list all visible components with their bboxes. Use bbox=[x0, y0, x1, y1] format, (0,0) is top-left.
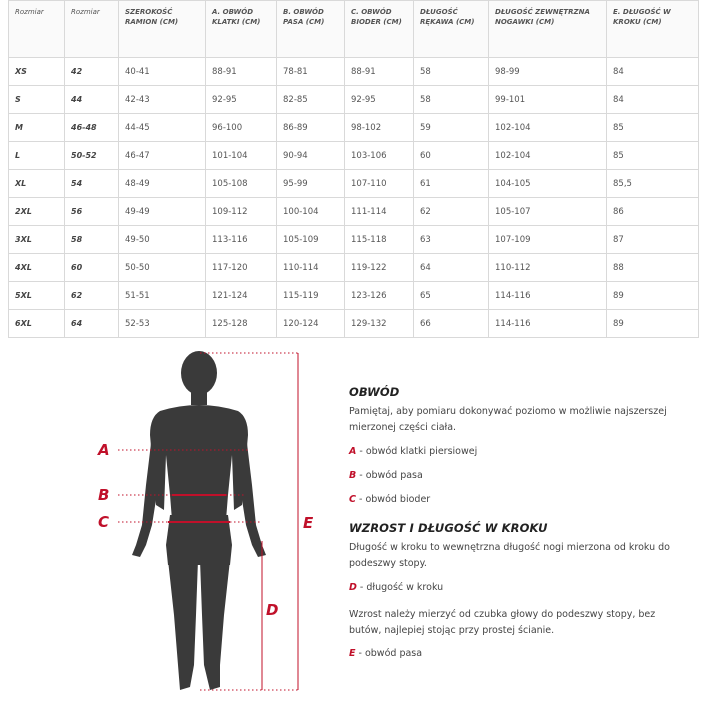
cell-size: 4XL bbox=[9, 254, 65, 282]
cell-hips: 123-126 bbox=[345, 282, 414, 310]
cell-hips: 111-114 bbox=[345, 198, 414, 226]
cell-size: 6XL bbox=[9, 310, 65, 338]
cell-eu-size: 46-48 bbox=[65, 114, 119, 142]
cell-sleeve-length: 60 bbox=[414, 142, 489, 170]
cell-size: 5XL bbox=[9, 282, 65, 310]
cell-inseam: 85 bbox=[607, 142, 699, 170]
label-c: C bbox=[98, 513, 110, 531]
cell-inseam: 89 bbox=[607, 310, 699, 338]
header-inseam: E. DŁUGOŚĆ W KROKU (CM) bbox=[607, 1, 699, 58]
cell-eu-size: 64 bbox=[65, 310, 119, 338]
cell-chest: 117-120 bbox=[206, 254, 277, 282]
cell-eu-size: 58 bbox=[65, 226, 119, 254]
cell-hips: 115-118 bbox=[345, 226, 414, 254]
legend-b-mark: B bbox=[349, 470, 357, 481]
cell-waist: 100-104 bbox=[277, 198, 345, 226]
header-waist: B. OBWÓD PASA (CM) bbox=[277, 1, 345, 58]
cell-waist: 115-119 bbox=[277, 282, 345, 310]
size-chart-table bbox=[8, 0, 699, 338]
cell-chest: 105-108 bbox=[206, 170, 277, 198]
cell-chest: 88-91 bbox=[206, 58, 277, 86]
cell-chest: 109-112 bbox=[206, 198, 277, 226]
label-e: E bbox=[303, 514, 314, 532]
cell-inseam: 88 bbox=[607, 254, 699, 282]
legend-e-mark: E bbox=[349, 648, 356, 659]
legend-a bbox=[349, 445, 689, 459]
cell-eu-size: 54 bbox=[65, 170, 119, 198]
legend-c-text: - obwód bioder bbox=[355, 494, 431, 505]
cell-size: 2XL bbox=[9, 198, 65, 226]
cell-sleeve-length: 62 bbox=[414, 198, 489, 226]
cell-eu-size: 56 bbox=[65, 198, 119, 226]
cell-chest: 96-100 bbox=[206, 114, 277, 142]
cell-waist: 86-89 bbox=[277, 114, 345, 142]
cell-waist: 78-81 bbox=[277, 58, 345, 86]
header-size-label: Rozmiar bbox=[9, 1, 65, 58]
header-eu-size: Rozmiar bbox=[65, 1, 119, 58]
cell-size: M bbox=[9, 114, 65, 142]
cell-eu-size: 42 bbox=[65, 58, 119, 86]
header-sleeve-length: DŁUGOŚĆ RĘKAWA (CM) bbox=[414, 1, 489, 58]
table-row bbox=[9, 310, 699, 338]
table-row bbox=[9, 254, 699, 282]
cell-outer-leg-length: 105-107 bbox=[489, 198, 607, 226]
circumference-description: Pamiętaj, aby pomiaru dokonywać poziomo w możliwie najszerszej mierzonej części ciała. bbox=[349, 406, 667, 433]
header-chest: A. OBWÓD KLATKI (CM) bbox=[206, 1, 277, 58]
cell-chest: 113-116 bbox=[206, 226, 277, 254]
legend-d-text: - długość w kroku bbox=[356, 582, 444, 593]
legend-a-mark: A bbox=[349, 446, 357, 457]
cell-chest: 125-128 bbox=[206, 310, 277, 338]
cell-shoulder-width: 42-43 bbox=[119, 86, 206, 114]
legend-a-text: - obwód klatki piersiowej bbox=[356, 446, 478, 457]
cell-inseam: 85 bbox=[607, 114, 699, 142]
cell-hips: 98-102 bbox=[345, 114, 414, 142]
cell-eu-size: 44 bbox=[65, 86, 119, 114]
cell-sleeve-length: 64 bbox=[414, 254, 489, 282]
cell-hips: 129-132 bbox=[345, 310, 414, 338]
cell-waist: 110-114 bbox=[277, 254, 345, 282]
cell-outer-leg-length: 114-116 bbox=[489, 310, 607, 338]
legend-d-mark: D bbox=[349, 582, 357, 593]
measurement-instructions bbox=[349, 385, 689, 661]
cell-sleeve-length: 58 bbox=[414, 58, 489, 86]
cell-chest: 101-104 bbox=[206, 142, 277, 170]
cell-shoulder-width: 40-41 bbox=[119, 58, 206, 86]
legend-e bbox=[349, 647, 689, 661]
header-outer-leg-length: DŁUGOŚĆ ZEWNĘTRZNA NOGAWKI (CM) bbox=[489, 1, 607, 58]
cell-sleeve-length: 65 bbox=[414, 282, 489, 310]
cell-hips: 88-91 bbox=[345, 58, 414, 86]
legend-d bbox=[349, 581, 689, 595]
cell-outer-leg-length: 104-105 bbox=[489, 170, 607, 198]
body-silhouette-illustration bbox=[0, 345, 340, 700]
legend-c-mark: C bbox=[349, 494, 356, 505]
table-header-row bbox=[9, 1, 699, 58]
cell-outer-leg-length: 98-99 bbox=[489, 58, 607, 86]
label-d: D bbox=[266, 601, 279, 619]
label-b: B bbox=[98, 486, 110, 504]
legend-e-text: - obwód pasa bbox=[355, 648, 423, 659]
cell-shoulder-width: 46-47 bbox=[119, 142, 206, 170]
cell-waist: 95-99 bbox=[277, 170, 345, 198]
cell-size: XL bbox=[9, 170, 65, 198]
cell-waist: 82-85 bbox=[277, 86, 345, 114]
table-row bbox=[9, 170, 699, 198]
cell-outer-leg-length: 102-104 bbox=[489, 142, 607, 170]
inseam-description: Długość w kroku to wewnętrzna długość nogi mierzona od kroku do podeszwy stopy. bbox=[349, 542, 670, 569]
label-a: A bbox=[98, 441, 110, 459]
cell-eu-size: 60 bbox=[65, 254, 119, 282]
cell-size: 3XL bbox=[9, 226, 65, 254]
cell-hips: 103-106 bbox=[345, 142, 414, 170]
table-row bbox=[9, 282, 699, 310]
cell-waist: 90-94 bbox=[277, 142, 345, 170]
table-row bbox=[9, 86, 699, 114]
cell-shoulder-width: 50-50 bbox=[119, 254, 206, 282]
table-row bbox=[9, 226, 699, 254]
cell-eu-size: 50-52 bbox=[65, 142, 119, 170]
table-row bbox=[9, 142, 699, 170]
cell-sleeve-length: 59 bbox=[414, 114, 489, 142]
cell-sleeve-length: 61 bbox=[414, 170, 489, 198]
cell-hips: 119-122 bbox=[345, 254, 414, 282]
height-heading: WZROST I DŁUGOŚĆ W KROKU bbox=[349, 521, 548, 535]
cell-chest: 121-124 bbox=[206, 282, 277, 310]
cell-size: XS bbox=[9, 58, 65, 86]
body-measurement-figure bbox=[0, 345, 340, 700]
legend-b-text: - obwód pasa bbox=[356, 470, 423, 481]
cell-shoulder-width: 52-53 bbox=[119, 310, 206, 338]
cell-sleeve-length: 63 bbox=[414, 226, 489, 254]
legend-c bbox=[349, 493, 689, 507]
cell-shoulder-width: 49-49 bbox=[119, 198, 206, 226]
cell-waist: 120-124 bbox=[277, 310, 345, 338]
height-description: Wzrost należy mierzyć od czubka głowy do podeszwy stopy, bez butów, najlepiej stojąc przy prostej ścianie. bbox=[349, 609, 656, 636]
cell-shoulder-width: 49-50 bbox=[119, 226, 206, 254]
cell-eu-size: 62 bbox=[65, 282, 119, 310]
table-row bbox=[9, 58, 699, 86]
circumference-heading: OBWÓD bbox=[349, 385, 400, 399]
cell-sleeve-length: 58 bbox=[414, 86, 489, 114]
table-row bbox=[9, 198, 699, 226]
cell-shoulder-width: 51-51 bbox=[119, 282, 206, 310]
header-hips: C. OBWÓD BIODER (CM) bbox=[345, 1, 414, 58]
cell-inseam: 86 bbox=[607, 198, 699, 226]
cell-shoulder-width: 48-49 bbox=[119, 170, 206, 198]
cell-outer-leg-length: 114-116 bbox=[489, 282, 607, 310]
legend-b bbox=[349, 469, 689, 483]
body-silhouette bbox=[132, 351, 266, 690]
cell-inseam: 89 bbox=[607, 282, 699, 310]
cell-outer-leg-length: 99-101 bbox=[489, 86, 607, 114]
cell-chest: 92-95 bbox=[206, 86, 277, 114]
cell-inseam: 87 bbox=[607, 226, 699, 254]
cell-size: S bbox=[9, 86, 65, 114]
cell-inseam: 84 bbox=[607, 86, 699, 114]
cell-hips: 107-110 bbox=[345, 170, 414, 198]
cell-waist: 105-109 bbox=[277, 226, 345, 254]
cell-hips: 92-95 bbox=[345, 86, 414, 114]
cell-outer-leg-length: 107-109 bbox=[489, 226, 607, 254]
cell-outer-leg-length: 102-104 bbox=[489, 114, 607, 142]
cell-outer-leg-length: 110-112 bbox=[489, 254, 607, 282]
cell-sleeve-length: 66 bbox=[414, 310, 489, 338]
cell-shoulder-width: 44-45 bbox=[119, 114, 206, 142]
cell-inseam: 84 bbox=[607, 58, 699, 86]
cell-size: L bbox=[9, 142, 65, 170]
header-shoulder-width: SZEROKOŚĆ RAMION (CM) bbox=[119, 1, 206, 58]
table-row bbox=[9, 114, 699, 142]
cell-inseam: 85,5 bbox=[607, 170, 699, 198]
